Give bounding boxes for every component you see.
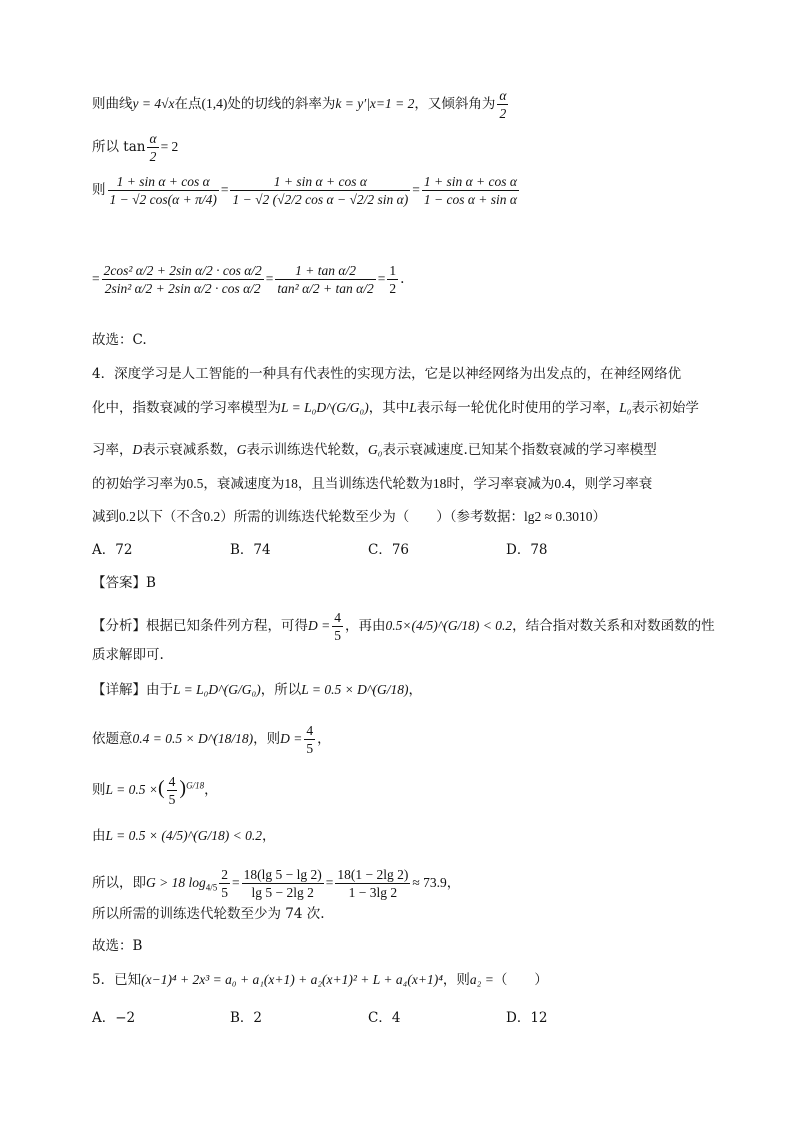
right-paren: ) (179, 777, 187, 799)
g-formula: G > 18 log (146, 875, 206, 890)
fraction-numerator: 1 + sin α + cos α (230, 173, 410, 191)
a2-label: a₂ = (469, 972, 494, 987)
q4-final: 故选：B (92, 938, 143, 954)
option-d: D．78 (506, 542, 548, 558)
fraction-denominator: 2sin² α/2 + 2sin α/2 · cos α/2 (104, 281, 261, 296)
var-G0: G₀ (368, 442, 383, 457)
var-G: G (236, 442, 247, 457)
four-fifths-fraction (304, 722, 315, 757)
q3-line-1 (92, 87, 510, 122)
expansion-formula: (x−1)⁴ + 2x³ = a₀ + a₁(x+1) + a₂(x+1)² + L + a₄(x+1)⁴ (141, 972, 443, 987)
q4-text: 习率， (92, 442, 133, 458)
var-L0: L₀ (619, 400, 632, 415)
log-base: 4/5 (205, 882, 218, 893)
fraction-denominator: 2 (389, 281, 397, 296)
fraction-numerator: 4 (168, 774, 176, 789)
equals-sign: = (325, 875, 334, 890)
fraction-denominator: 1 − 3lg 2 (348, 885, 398, 900)
q3-line-3 (92, 173, 521, 208)
q4-stem-line-1: 4．深度学习是人工智能的一种具有代表性的实现方法，它是以神经网络为出发点的，在神经网络优 (92, 366, 682, 382)
q4-answer (92, 573, 156, 593)
l-formula: L = 0.5 × (105, 782, 158, 797)
equation-value: = 2 (160, 139, 179, 154)
four-fifths-fraction (332, 609, 343, 644)
fraction-4 (102, 262, 264, 297)
four-fifths-fraction (167, 773, 178, 808)
q3-answer: 故选：C. (92, 332, 147, 348)
fraction-denominator: 5 (168, 792, 176, 807)
q3-text: 所以 tan (92, 139, 146, 155)
fraction-6 (387, 262, 398, 297)
q4-text: ）所需的训练迭代轮数至少为（ ）（参考数据： (220, 509, 524, 525)
fraction-denominator: 2 (499, 106, 507, 121)
q4-text: ，结合指对数关系和对数函数的性 (512, 618, 715, 634)
q3-text: ，又倾斜角为 (414, 96, 496, 112)
q4-stem-line-4 (92, 474, 652, 494)
q4-text: ， (317, 731, 331, 747)
fraction-denominator: lg 5 − 2lg 2 (251, 885, 314, 900)
fraction-numerator: 2 (221, 867, 229, 882)
q4-detail-line-6: 所以所需的训练迭代轮数至少为 74 次. (92, 906, 325, 922)
point-formula: (1,4) (201, 96, 228, 111)
q3-text: 处的切线的斜率为 (227, 96, 336, 112)
q4-detail-line-3 (92, 773, 218, 808)
q4-text: 表示每一轮优化时使用的学习率， (416, 400, 620, 416)
fraction-denominator: 1 − √2 cos(α + π/4) (109, 192, 217, 207)
q4-detail-line-2 (92, 722, 331, 757)
q5-text: 5．已知 (92, 972, 142, 988)
option-c: C．4 (368, 1010, 401, 1026)
fraction-denominator: 5 (334, 628, 341, 643)
log-fraction-1 (242, 866, 324, 901)
fraction-denominator: 5 (221, 885, 229, 900)
q4-text: ， (446, 875, 461, 891)
q4-text: 化中，指数衰减的学习率模型为 (92, 400, 281, 416)
q4-text: ） (592, 509, 607, 525)
q4-options (92, 540, 644, 560)
q5-text: （ ） (493, 972, 548, 988)
fraction-denominator: 5 (306, 741, 314, 756)
option-b: B．2 (230, 1010, 263, 1026)
half-alpha-fraction (147, 130, 158, 165)
q4-text: ，再由 (344, 618, 386, 634)
fraction-denominator: 1 − √2 (√2/2 cos α − √2/2 sin α) (232, 192, 409, 207)
d-label: D = (308, 618, 331, 633)
fraction-5 (275, 262, 375, 297)
fraction-numerator: 18(1 − 2lg 2) (337, 867, 409, 882)
q3-text: 在点 (174, 96, 202, 112)
q4-detail-line-5 (92, 866, 460, 901)
q4-text: 表示衰减系数， (142, 442, 237, 458)
period: . (400, 271, 405, 287)
q4-text: ，所以 (260, 682, 302, 698)
value: 0.5 (186, 476, 204, 491)
log-fraction-2 (335, 866, 410, 901)
q4-text: ，其中 (368, 400, 410, 416)
exponent: G/18 (186, 780, 205, 791)
answer-tag: 【答案】 (92, 575, 146, 591)
q4-detail-line-4 (92, 826, 276, 846)
fraction-numerator: α (499, 88, 507, 103)
fraction-1 (108, 173, 219, 208)
fraction-denominator: tan² α/2 + tan α/2 (277, 281, 374, 296)
curve-formula: y = 4√x (132, 96, 175, 111)
fraction-numerator: 1 + sin α + cos α (423, 174, 517, 189)
q4-detail-line-1 (92, 680, 422, 700)
q4-text: 则 (92, 782, 106, 798)
l-formula: L = 0.5 × D^(G/18) (301, 682, 409, 697)
option-d: D．12 (506, 1010, 548, 1026)
q4-stem-line-3 (92, 440, 657, 460)
option-b: B．74 (230, 542, 271, 558)
var-L: L (409, 400, 417, 415)
q4-text: 以下（不含 (135, 509, 204, 525)
q4-text: ，则 (253, 731, 281, 747)
fraction-2 (230, 173, 410, 208)
q4-text: ， (262, 828, 276, 844)
q4-text: ，则学习率衰 (571, 476, 653, 492)
fraction-numerator: 18(lg 5 − lg 2) (243, 867, 322, 882)
slope-formula: k = y′|x=1 = 2 (335, 96, 415, 111)
option-c: C．76 (368, 542, 410, 558)
value: 0.2 (203, 509, 221, 524)
q4-text: ，且当训练迭代轮数为 (297, 476, 433, 492)
half-alpha-fraction (497, 87, 508, 122)
model-formula: L = L₀D^(G/G₀) (173, 682, 261, 697)
q4-stem-line-5 (92, 507, 606, 527)
equals-sign: = (220, 182, 229, 197)
equals-sign: = (265, 271, 274, 286)
fraction-denominator: 1 − cos α + sin α (423, 192, 517, 207)
equals-sign: = (412, 182, 420, 197)
fraction-numerator: 1 + tan α/2 (275, 262, 375, 280)
q4-text: 由 (92, 828, 106, 844)
q5-stem (92, 970, 548, 990)
inequality-formula: L = 0.5 × (4/5)^(G/18) < 0.2 (105, 828, 263, 843)
fraction-numerator: 1 + sin α + cos α (108, 173, 219, 191)
q4-stem-line-2 (92, 398, 699, 418)
left-paren: ( (157, 777, 165, 799)
q4-analysis-line-2: 质求解即可. (92, 647, 164, 663)
equals-sign: = (377, 271, 386, 286)
q3-line-2 (92, 130, 178, 165)
analysis-tag: 【分析】 (92, 618, 146, 634)
q4-text: 时，学习率衰减为 (446, 476, 555, 492)
q4-text: 由于 (146, 682, 173, 698)
q4-text: 的初始学习率为 (92, 476, 187, 492)
model-formula: L = L₀D^(G/G₀) (281, 400, 369, 415)
value: 0.2 (119, 509, 136, 524)
q4-text: ， (204, 782, 218, 798)
fraction-numerator: 1 (389, 263, 397, 278)
q4-text: ， (408, 682, 423, 698)
q4-text: 根据已知条件列方程，可得 (146, 618, 308, 634)
q5-text: ，则 (442, 972, 470, 988)
value: 18 (432, 476, 447, 491)
q3-text: 则 (92, 182, 106, 198)
d-label: D = (280, 731, 303, 746)
option-a: A．−2 (92, 1010, 136, 1026)
q4-text: 表示衰减速度.已知某个指数衰减的学习率模型 (382, 442, 657, 458)
detail-tag: 【详解】 (92, 682, 146, 698)
q5-options (92, 1008, 644, 1028)
two-fifths-fraction (219, 866, 230, 901)
reference-data: lg2 ≈ 0.3010 (524, 509, 593, 524)
equals-sign: = (92, 271, 100, 286)
q4-text: 依题意 (92, 731, 133, 747)
q4-analysis-line-1 (92, 609, 715, 644)
q4-text: 减到 (92, 509, 119, 525)
approx-value: ≈ 73.9 (412, 875, 447, 890)
condition-formula: 0.4 = 0.5 × D^(18/18) (132, 731, 254, 746)
value: 0.4 (554, 476, 572, 491)
value: 18 (284, 476, 298, 491)
q3-line-4 (92, 262, 404, 297)
fraction-denominator: 2 (149, 149, 157, 164)
q4-text: 表示初始学 (631, 400, 699, 416)
fraction-numerator: 4 (306, 723, 314, 738)
inequality-formula: 0.5×(4/5)^(G/18) < 0.2 (385, 618, 513, 633)
fraction-numerator: 2cos² α/2 + 2sin α/2 · cos α/2 (103, 263, 262, 278)
answer-value: B (146, 575, 156, 591)
fraction-numerator: α (149, 131, 157, 146)
q4-text: ，衰减速度为 (203, 476, 285, 492)
q4-text: 表示训练迭代轮数， (246, 442, 368, 458)
q4-text: 所以，即 (92, 875, 146, 891)
fraction-3 (422, 173, 519, 208)
var-D: D (132, 442, 143, 457)
q3-text: 则曲线 (92, 96, 133, 112)
option-a: A．72 (92, 542, 133, 558)
fraction-numerator: 4 (334, 610, 341, 625)
equals-sign: = (232, 875, 240, 890)
